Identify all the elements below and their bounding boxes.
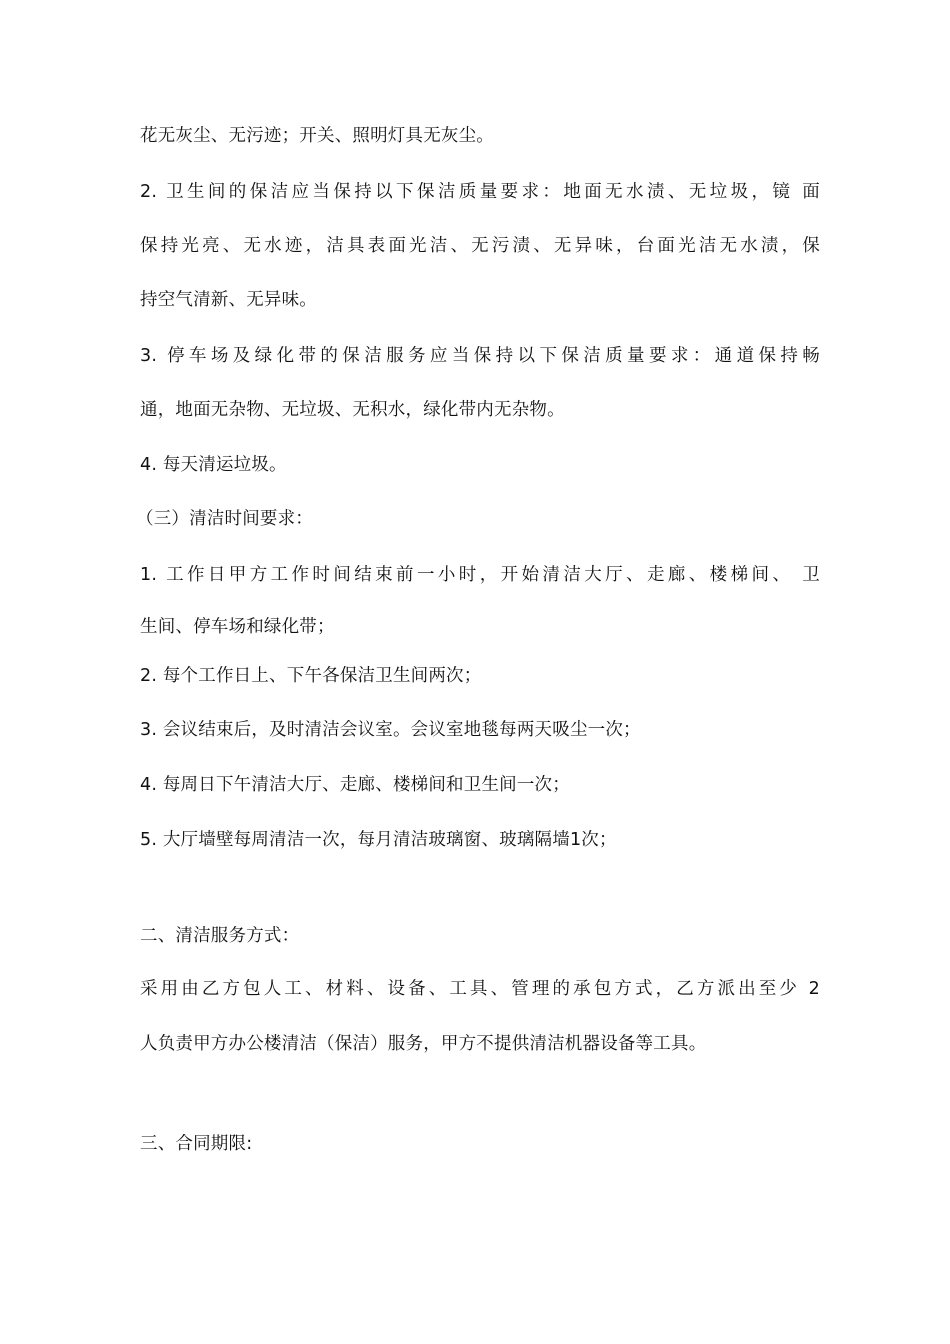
text-line: 1. 工作日甲方工作时间结束前一小时，开始清洁大厅、走廊、楼梯间、 卫 — [140, 565, 820, 585]
text-line: 持空气清新、无异味。 — [140, 290, 317, 310]
text-line: 人负责甲方办公楼清洁（保洁）服务，甲方不提供清洁机器设备等工具。 — [140, 1034, 707, 1054]
text-line: 2. 每个工作日上、下午各保洁卫生间两次； — [140, 666, 482, 686]
text-line: 4. 每天清运垃圾。 — [140, 455, 287, 475]
text-line: 保持光亮、无水迹，洁具表面光洁、无污渍、无异味，台面光洁无水渍，保 — [140, 236, 820, 256]
text-line: 2. 卫生间的保洁应当保持以下保洁质量要求：地面无水渍、无垃圾，镜 面 — [140, 182, 820, 202]
section-heading: 二、清洁服务方式： — [140, 926, 300, 946]
section-heading: （三）清洁时间要求： — [136, 509, 313, 529]
text-line: 3. 会议结束后，及时清洁会议室。会议室地毯每两天吸尘一次； — [140, 720, 641, 740]
text-line: 通，地面无杂物、无垃圾、无积水，绿化带内无杂物。 — [140, 400, 565, 420]
text-line: 采用由乙方包人工、材料、设备、工具、管理的承包方式，乙方派出至少 2 — [140, 979, 820, 999]
text-line: 5. 大厅墙壁每周清洁一次，每月清洁玻璃窗、玻璃隔墙1次； — [140, 830, 617, 850]
text-line: 生间、停车场和绿化带； — [140, 617, 335, 637]
text-line: 花无灰尘、无污迹；开关、照明灯具无灰尘。 — [140, 126, 494, 146]
text-line: 3. 停车场及绿化带的保洁服务应当保持以下保洁质量要求：通道保持畅 — [140, 346, 820, 366]
section-heading: 三、合同期限: — [140, 1134, 253, 1154]
text-line: 4. 每周日下午清洁大厅、走廊、楼梯间和卫生间一次； — [140, 775, 570, 795]
